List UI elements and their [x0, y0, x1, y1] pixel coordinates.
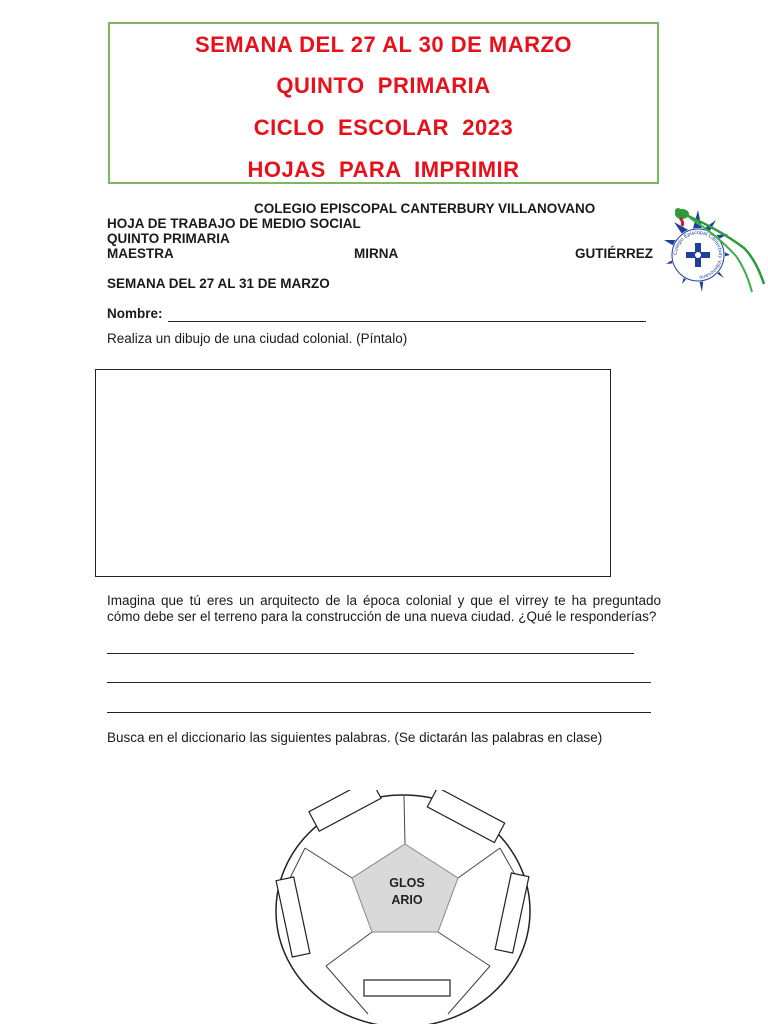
banner-printables: HOJAS PARA IMPRIMIR — [247, 157, 520, 182]
banner-week: SEMANA DEL 27 AL 30 DE MARZO — [194, 32, 573, 57]
glossary-label — [372, 875, 442, 909]
sheet-title: HOJA DE TRABAJO DE MEDIO SOCIAL — [107, 216, 361, 231]
school-name: COLEGIO EPISCOPAL CANTERBURY VILLANOVANO — [254, 201, 596, 216]
word-box[interactable] — [364, 980, 450, 996]
school-logo — [660, 200, 768, 300]
answer-line-1[interactable] — [107, 653, 634, 654]
grade-label: QUINTO PRIMARIA — [107, 231, 230, 246]
banner-grade: QUINTO PRIMARIA — [276, 73, 491, 98]
teacher-first-name: MIRNA — [354, 246, 399, 261]
week-label: SEMANA DEL 27 AL 31 DE MARZO — [107, 276, 330, 291]
banner-cycle: CICLO ESCOLAR 2023 — [253, 115, 514, 140]
name-label: Nombre: — [107, 306, 163, 321]
teacher-last-name: GUTIÉRREZ — [575, 246, 654, 261]
drawing-instruction: Realiza un dibujo de una ciudad colonial. (Píntalo) — [107, 331, 408, 346]
glossary-label-line2: ARIO — [391, 893, 423, 907]
glossary-label-line1: GLOS — [389, 876, 425, 890]
answer-line-2[interactable] — [107, 682, 651, 683]
answer-line-3[interactable] — [107, 712, 651, 713]
dictionary-instruction: Busca en el diccionario las siguientes palabras. (Se dictarán las palabras en clase) — [107, 730, 603, 745]
name-answer-line[interactable] — [168, 321, 646, 322]
drawing-box[interactable] — [95, 369, 611, 577]
architect-question: Imagina que tú eres un arquitecto de la época colonial y que el virrey te ha preguntado cómo debe ser el terreno para la construcción de una nueva ciudad. ¿Qué le responderías? — [107, 593, 661, 624]
logo-ring-text: Colegio Episcopal Canterbury Villanovano — [672, 229, 724, 280]
title-banner — [108, 22, 659, 184]
teacher-label: MAESTRA — [107, 246, 174, 261]
